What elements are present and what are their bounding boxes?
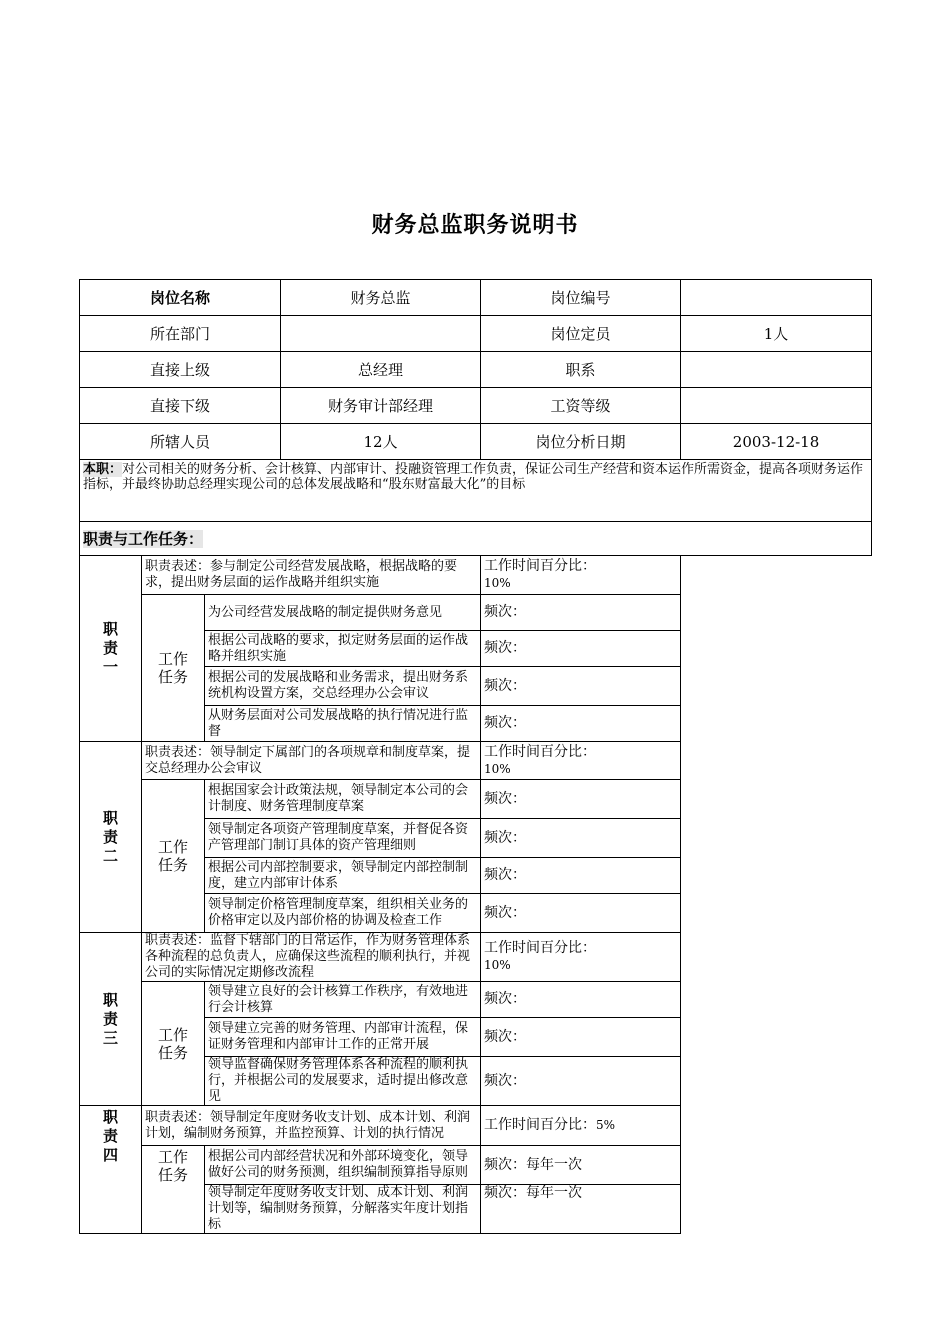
info-value bbox=[281, 316, 481, 352]
info-row bbox=[80, 280, 872, 316]
duty-description: 职责表述：监督下辖部门的日常运作，作为财务管理体系各种流程的总负责人，应确保这些流程的顺利执行，并视公司的实际情况定期修改流程 bbox=[142, 933, 481, 982]
percent-label: 工作时间百分比： bbox=[484, 1117, 597, 1133]
task-text: 从财务层面对公司发展战略的执行情况进行监督 bbox=[205, 706, 481, 742]
duties-header-cell bbox=[80, 522, 872, 556]
duty-description: 职责表述：领导制定下属部门的各项规章和制度草案，提交总经理办公会审议 bbox=[142, 742, 481, 780]
task-label: 工作任务 bbox=[142, 982, 205, 1106]
task-row bbox=[80, 595, 872, 631]
task-text: 领导建立完善的财务管理、内部审计流程，保证财务管理和内部审计工作的正常开展 bbox=[205, 1018, 481, 1057]
duty-description: 职责表述：参与制定公司经营发展战略，根据战略的要求，提出财务层面的运作战略并组织实施 bbox=[142, 556, 481, 595]
info-value: 财务总监 bbox=[281, 280, 481, 316]
task-label: 工作任务 bbox=[142, 595, 205, 742]
info-value: 2003-12-18 bbox=[681, 424, 872, 460]
info-value bbox=[681, 388, 872, 424]
info-value bbox=[681, 280, 872, 316]
duty-desc-row bbox=[80, 556, 872, 595]
duty-desc-row bbox=[80, 933, 872, 982]
task-frequency: 频次： bbox=[481, 1057, 681, 1106]
duty-name bbox=[80, 1106, 142, 1234]
duty-name-text: 职责二 bbox=[102, 808, 118, 865]
duty-name-text: 职责一 bbox=[102, 620, 118, 676]
duty-name bbox=[80, 933, 142, 1106]
task-row bbox=[80, 982, 872, 1018]
task-frequency: 频次： bbox=[481, 982, 681, 1018]
page-title: 财务总监职务说明书 bbox=[371, 213, 579, 238]
task-frequency: 频次：每年一次 bbox=[481, 1146, 681, 1185]
duty-desc-row bbox=[80, 1106, 872, 1146]
duty-percent bbox=[481, 1106, 681, 1146]
percent-value: 10% bbox=[484, 958, 511, 972]
info-label: 职系 bbox=[481, 352, 681, 388]
task-label: 工作任务 bbox=[142, 780, 205, 933]
duty-name bbox=[80, 556, 142, 742]
info-value bbox=[681, 352, 872, 388]
task-text: 根据公司的发展战略和业务需求，提出财务系统机构设置方案，交总经理办公会审议 bbox=[205, 667, 481, 706]
info-row bbox=[80, 388, 872, 424]
task-text: 领导制定价格管理制度草案，组织相关业务的价格审定以及内部价格的协调及检查工作 bbox=[205, 894, 481, 933]
duty-percent bbox=[481, 742, 681, 780]
percent-label: 工作时间百分比： bbox=[484, 940, 597, 956]
task-text: 领导制定年度财务收支计划、成本计划、利润计划等，编制财务预算，分解落实年度计划指标 bbox=[205, 1185, 481, 1234]
info-value: 12人 bbox=[281, 424, 481, 460]
task-text: 根据公司内部控制要求，领导制定内部控制制度，建立内部审计体系 bbox=[205, 858, 481, 894]
summary-row bbox=[80, 460, 872, 522]
duty-percent bbox=[481, 933, 681, 982]
percent-label: 工作时间百分比： bbox=[484, 558, 597, 574]
task-text: 根据公司内部经营状况和外部环境变化，领导做好公司的财务预测，组织编制预算指导原则 bbox=[205, 1146, 481, 1185]
duty-name-text: 职责三 bbox=[102, 990, 118, 1047]
info-label: 直接上级 bbox=[80, 352, 281, 388]
percent-value: 10% bbox=[484, 761, 511, 776]
task-label: 工作任务 bbox=[142, 1146, 205, 1234]
task-text: 根据公司战略的要求，拟定财务层面的运作战略并组织实施 bbox=[205, 631, 481, 667]
info-label: 直接下级 bbox=[80, 388, 281, 424]
percent-value: 10% bbox=[484, 576, 511, 590]
percent-value: 5% bbox=[596, 1118, 616, 1132]
job-description-table bbox=[79, 279, 872, 1234]
info-label: 岗位定员 bbox=[481, 316, 681, 352]
task-frequency: 频次： bbox=[481, 894, 681, 933]
info-value: 财务审计部经理 bbox=[281, 388, 481, 424]
info-label: 所在部门 bbox=[80, 316, 281, 352]
info-label: 工资等级 bbox=[481, 388, 681, 424]
duty-name-text: 职责四 bbox=[102, 1108, 118, 1164]
task-text: 领导监督确保财务管理体系各种流程的顺利执行，并根据公司的发展要求，适时提出修改意见 bbox=[205, 1057, 481, 1106]
percent-label: 工作时间百分比： bbox=[484, 743, 597, 760]
duty-name bbox=[80, 742, 142, 933]
task-frequency: 频次： bbox=[481, 858, 681, 894]
info-row bbox=[80, 316, 872, 352]
duties-header: 职责与工作任务： bbox=[83, 529, 204, 548]
info-row bbox=[80, 424, 872, 460]
task-frequency: 频次： bbox=[481, 595, 681, 631]
info-value: 1人 bbox=[681, 316, 872, 352]
info-label: 岗位名称 bbox=[80, 280, 281, 316]
task-text: 为公司经营发展战略的制定提供财务意见 bbox=[205, 595, 481, 631]
info-label: 岗位分析日期 bbox=[481, 424, 681, 460]
summary-text: 对公司相关的财务分析、会计核算、内部审计、投融资管理工作负责，保证公司生产经营和资本运作所需资金，提高各项财务运作指标，并最终协助总经理实现公司的总体发展战略和“股东财富最大化”的目标 bbox=[83, 462, 864, 492]
task-text: 根据国家会计政策法规，领导制定本公司的会计制度、财务管理制度草案 bbox=[205, 780, 481, 819]
task-frequency: 频次：每年一次 bbox=[481, 1185, 681, 1234]
task-row bbox=[80, 780, 872, 819]
info-row bbox=[80, 352, 872, 388]
task-text: 领导制定各项资产管理制度草案，并督促各资产管理部门制订具体的资产管理细则 bbox=[205, 819, 481, 858]
info-value: 总经理 bbox=[281, 352, 481, 388]
summary-cell bbox=[80, 460, 872, 522]
task-frequency: 频次： bbox=[481, 706, 681, 742]
task-frequency: 频次： bbox=[481, 667, 681, 706]
task-frequency: 频次： bbox=[481, 631, 681, 667]
task-frequency: 频次： bbox=[481, 819, 681, 858]
duty-description: 职责表述：领导制定年度财务收支计划、成本计划、利润计划，编制财务预算，并监控预算、计划的执行情况 bbox=[142, 1106, 481, 1146]
task-row bbox=[80, 1146, 872, 1185]
info-label: 所辖人员 bbox=[80, 424, 281, 460]
task-text: 领导建立良好的会计核算工作秩序，有效地进行会计核算 bbox=[205, 982, 481, 1018]
task-frequency: 频次： bbox=[481, 780, 681, 819]
task-frequency: 频次： bbox=[481, 1018, 681, 1057]
info-label: 岗位编号 bbox=[481, 280, 681, 316]
duties-header-row bbox=[80, 522, 872, 556]
duty-desc-row bbox=[80, 742, 872, 780]
summary-label: 本职： bbox=[83, 462, 123, 477]
duty-percent bbox=[481, 556, 681, 595]
